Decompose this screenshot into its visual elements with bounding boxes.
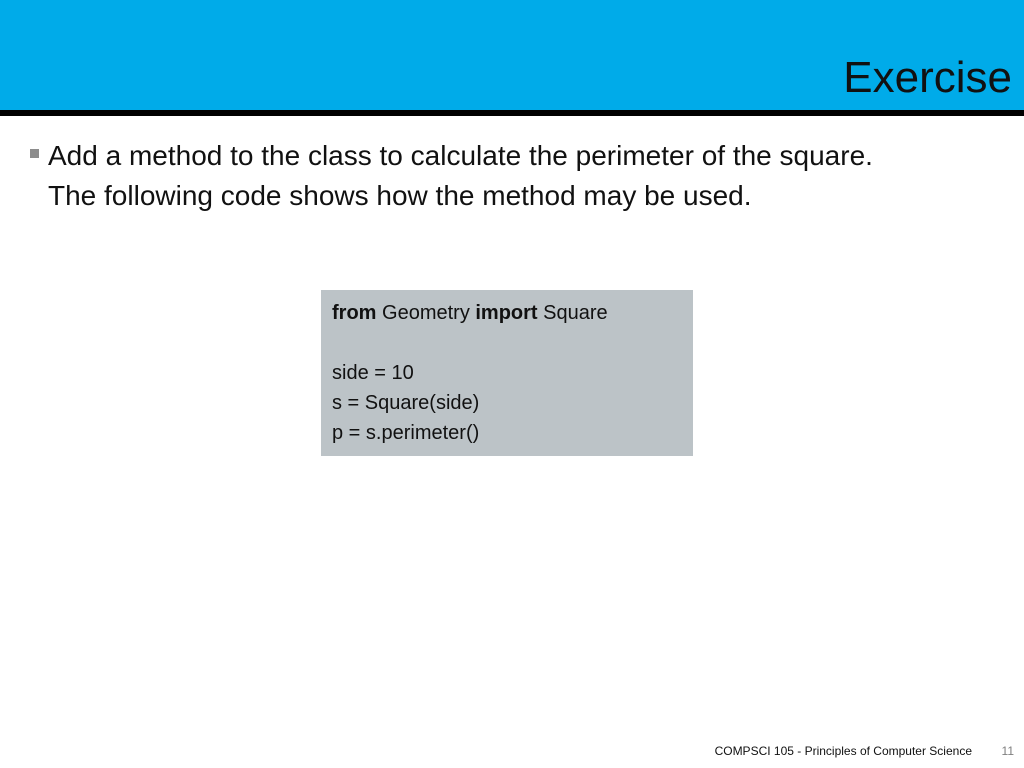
title-divider — [0, 110, 1024, 116]
slide-number: 11 — [1001, 744, 1014, 758]
code-keyword-from: from — [332, 302, 377, 324]
code-line-blank — [332, 328, 683, 358]
bullet-text-line-2: The following code shows how the method may be used. — [48, 180, 752, 211]
code-module-name: Geometry — [376, 302, 476, 324]
bullet-text-line-1: Add a method to the class to calculate the perimeter of the square. — [48, 140, 873, 171]
square-bullet-icon — [30, 149, 39, 158]
code-block — [321, 290, 693, 456]
code-line-import — [332, 298, 683, 328]
code-line-square: s = Square(side) — [332, 392, 480, 414]
code-class-name: Square — [537, 302, 608, 324]
code-line-perimeter: p = s.perimeter() — [332, 422, 480, 444]
code-line-side: side = 10 — [332, 362, 414, 384]
footer-course-name: COMPSCI 105 - Principles of Computer Science — [714, 744, 972, 758]
slide-title: Exercise — [843, 53, 1012, 102]
code-keyword-import: import — [475, 302, 538, 324]
bullet-text — [48, 136, 998, 216]
